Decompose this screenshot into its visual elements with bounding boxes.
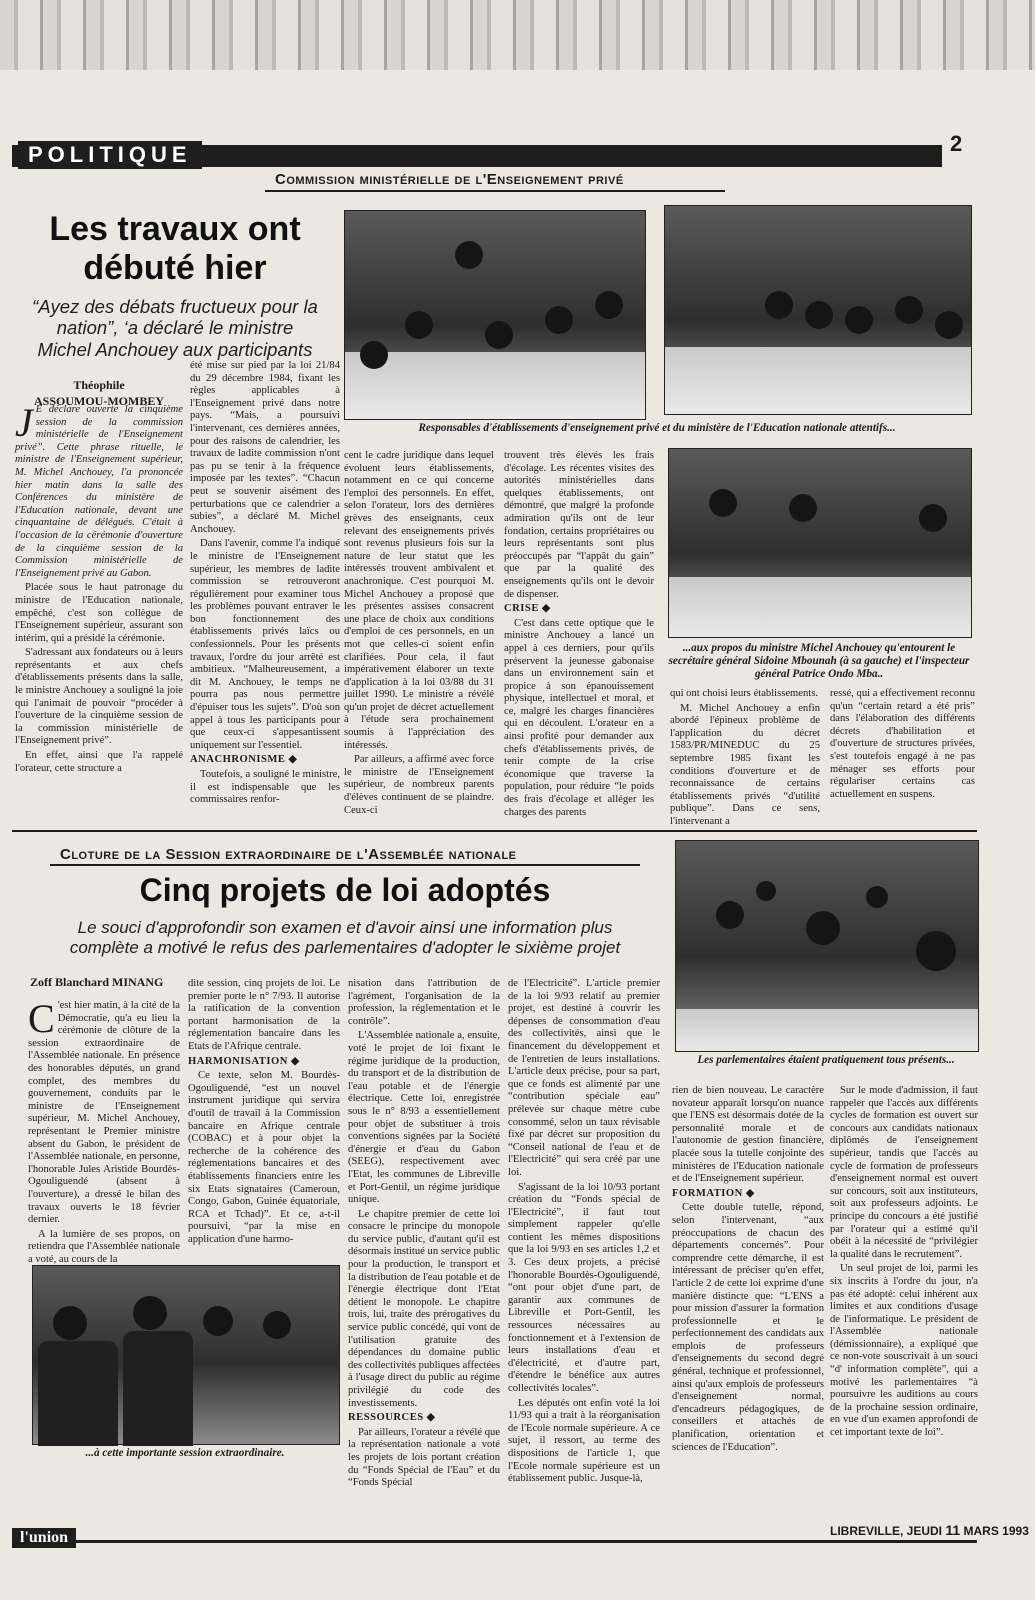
article2-column-1: C 'est hier matin, à la cité de la Démocratie, qu'a eu lieu la cérémonie de clôture de la session extraordinaire de l'Assemblée nationale. En présence des honorables députés, un grand complet, des membres du gouvernement, conduits par le ministre de l'Enseignement supérieur, M. Michel Anchouey, représentant le Premier ministre absent du Gabon, le président de l'Assemblée nationale, en personne, l'honorable Jules Aristide Bourdès-Ogouliguendé (absent à l'ouverture), a dressé le bilan des travaux ouverts le 18 février dernier. A la lumière de ses propos, on retiendra que l'Assemblée nationale a voté, au cours de la [28,996,180,1265]
article1-headline [15,210,335,288]
deck2-line-1: Le souci d'approfondir son examen et d'avoir ainsi une information plus [77,918,613,937]
article-divider [12,830,977,832]
article2-column-4: de l'Electricité”. L'article premier de la loi 9/93 relatif au premier projet, est destiné à couvrir les dépenses de consommation d'eau des collectivités, ainsi que le financement du développement et de l'entretien de leurs installations. L'article deux précise, pour sa part, que ce fonds est alimenté par une “contribution spéciale eau” prélevée sur chaque mètre cube consommé, selon un taux révisable fixé par décret sur proposition du “Conseil national de l'eau et de l'Electricité” qui sera créé par une loi. S'agissant de la loi 10/93 portant création du “Fonds spécial de l'Electricité”, il faut tout simplement rappeler qu'elle contient les mêmes dispositions que la loi 9/93 en ses articles 1,2 et 3. Ces deux projets, a précisé l'honorable Bourdès-Ogouliguendé, “ont pour objet d'une part, de garantir aux communes de Libreville et Port-Gentil, les ressources nécessaires au fonctionnement et à l'extension de leurs installations d'eau et d'électricité, et d'autre part, d'étendre le bénéfice aux autres collectivités locales”. Les députés ont enfin voté la loi 11/93 qui a trait à la réorganisation de l'Ecole normale supérieure. A ce sujet, il ressort, au terme des dispositions de l'article 1, que l'Ecole normale supérieure est un établissement public. Jusque-là, [508,978,660,1485]
section-label: POLITIQUE [18,141,202,169]
article2-caption-top: Les parlementaires étaient pratiquement tous présents... [697,1054,955,1066]
article1-column-2: été mise sur pied par la loi 21/84 du 29 décembre 1984, fixant les règles applicables à l'Enseignement privé dans notre pays. “Mais, a poursuivi l'intervenant, ces dernières années, pour des raisons de calendrier, les travaux de ladite commission n'ont pas pu se tenir à la fréquence imposée par les textes”. “Chacun peut se souvenir aisément des perturbations que ce calendrier a subies”, a déclaré M. Michel Anchouey. Dans l'avenir, comme l'a indiqué le ministre de l'Enseignement supérieur, les membres de ladite commission se retrouveront régulièrement pour examiner tous les problèmes pouvant entraver le bon fonctionnement des établissements privés laïcs ou confessionnels. Pour les présents travaux, l'ordre du jour arrêté est ambitieux. “Malheureusement, a dit M. Anchouey, le temps ne pourra pas nous permettre d'épuiser tous les sujets”. D'où son appel à tous les participants pour que ceux-ci s'appesantissent uniquement sur l'essentiel. ANACHRONISME ◆ Toutefois, a souligné le ministre, il est indispensable que les commissaires renfor- [190,360,340,806]
byline-last: ASSOUMOU-MOMBEY [34,393,164,408]
article2-column-3: nisation dans l'attribution de l'agrément, l'organisation de la profession, la réglementation et le contrôle”. L'Assemblée nationale a, ensuite, voté le projet de loi fixant le régime juridique de la production, du transport et de la distribution de l'eau potable et de l'énergie électrique. Cette loi, enregistrée sous le n° 8/93 a essentiellement pour objet de substituer à trois conventions signées par la Société d'énergie et d'eau du Gabon (SEEG), respectivement avec l'Etat, les communes de Libreville et Port-Gentil, un régime juridique unique. Le chapitre premier de cette loi consacre le principe du monopole du service public, d'autant qu'il est désormais institué un service public pour la production, le transport et la distribution de l'eau potable et de l'énergie électrique dont l'Etat détient le monopole. Le chapitre trois, lui, traite des prérogatives du service public concédé, qui vont de l'utilisation gratuite des dépendances du domaine public des collectivités publiques affectées à l'usage direct du public au régime privilégié du code des investissements. RESSOURCES ◆ Par ailleurs, l'orateur a révélé que la représentation nationale a voté les projets de lois portant création du “Fonds Spécial de l'Eau” et du “Fonds Spécial [348,978,500,1489]
headline-line-1: Les travaux ont [49,210,301,248]
dropcap: C [28,996,55,1041]
footer-rule [12,1540,977,1543]
article2-headline: Cinq projets de loi adoptés [139,872,551,908]
deck-line-2: nation”, ‘a déclaré le ministre [56,317,294,339]
article1-column-3: cent le cadre juridique dans lequel évoluent leurs établissements, notamment en ce qui concerne l'emploi des personnels. En effet, selon l'orateur, lors des dernières grèves des enseignants, ceux relevant des enseignements privés sont revenus plusieurs fois sur la nature de leur statut que les intéressés trouvent ambivalent et anachronique. C'est pourquoi M. Michel Anchouey a proposé que les présentes assises consacrent une place de choix aux conditions d'emploi de ces personnels, en un mot que celles-ci soient enfin clarifiées. Pour cela, il faut impérativement élaborer un texte d'application à la loi 03/88 du 31 juillet 1990. Le ministre a révélé qu'un projet de décret actuellement à l'étude sera prochainement soumis à l'appréciation des intéressés. Par ailleurs, a affirmé avec force le ministre de l'Enseignement supérieur, de nombreux parents d'élèves continuent de se plaindre. Ceux-ci [344,450,494,816]
article1-caption-right: ...aux propos du ministre Michel Anchouey qu'entourent le secrétaire général Sidoine Mbounah (à sa gauche) et l'inspecteur général Patrice Ondo Mba.. [668,642,970,680]
article2-column-2: dite session, cinq projets de loi. Le premier porte le n° 7/93. Il autorise la ratification de la convention portant harmonisation de la réglementation bancaire dans les Etats de l'Afrique centrale. HARMONISATION ◆ Ce texte, selon M. Bourdès-Ogouliguendé, “est un nouvel instrument juridique qui servira d'outil de travail à la Commission bancaire en Afrique centrale (COBAC) et à pour objet la recherche de la cohérence des réglementations bancaires et des établissements financiers entre les six Etats signataires (Cameroun, Congo, Gabon, Guinée équatoriale, RCA et Tchad)”. Et ce, a-t-il poursuivi, “par la mise en application d'une harmo- [188,978,340,1245]
page-number: 2 [950,131,963,156]
article1-deck [15,296,335,360]
photo-parliament [675,840,979,1052]
photo-session [32,1265,340,1445]
article2-column-5: rien de bien nouveau. Le caractère novateur apparaît lorsqu'on nuance que l'ENS est désormais dotée de la personnalité morale et de l'autonomie de gestion financière, placée sous la tutelle conjointe des ministères de l'Education nationale et de l'Enseignement supérieur. FORMATION ◆ Cette double tutelle, répond, selon l'intervenant, “aux préoccupations de chacun des départements concernés”. Pour comprendre cette démarche, il est intéressant de préciser qu'en effet, l'article 2 de cette loi exprime d'une manière distincte que: “L'ENS a pour mission d'assurer la formation professionnelle et le perfectionnement des candidats aux emplois de professeurs d'enseignements du second degré général, technique et professionnel, ainsi qu'aux emplois de professeurs d'enseignement normal, d'encadreurs pédagogiques, de conseillers et attachés de planification, orientation et sciences de l'Education”. [672,1085,824,1453]
photo-minister [668,448,972,638]
article1-caption-top: Responsables d'établissements d'enseignement privé et du ministère de l'Education nationale attentifs... [418,422,896,434]
article1-column-6: ressé, qui a effectivement reconnu qu'un “certain retard a été pris” dans l'élaboration des différents décrets d'habilitation et d'ouverture de structures privées, s'est toutefois engagé à ne pas ménager ses efforts pour régulariser certains cas actuellement en suspens. [830,688,975,800]
article1-column-4: trouvent très élevés les frais d'écolage. Les récentes visites des autorités ministérielles dans quelques établissements, ont démontré, que malgré la profonde admiration qu'ils ont de leur fondation, certains propriétaires ou leurs représentants sont plus préoccupés par “l'appât du gain” que par la qualité des enseignements qu'ils ont le devoir de dispenser. CRISE ◆ C'est dans cette optique que le ministre Anchouey a lancé un appel à ces derniers, pour qu'ils préservent la jeunesse gabonaise dans un environnement sain et propice à son épanouissement physique, intellectuel et moral, et ce, malgré les charges financières qui en découlent. L'orateur en a ainsi profité pour demander aux chefs d'établissements privés, de tenir compte de la crise économique que traverse la population, pour réduire “le poids des frais d'écolage et alléger les charges des parents [504,450,654,818]
newspaper-logo: l'union [12,1528,76,1548]
kicker-rule [265,190,725,192]
kicker2-rule [50,864,640,866]
article1-column-5: qui ont choisi leurs établissements. M. Michel Anchouey a enfin abordé l'épineux problème de l'application du décret 1583/PR/MINEDUC du 25 septembre 1985 fixant les conditions d'ouverture et de reconnaissance de certains établissements privés “d'utilité publique”. Dans ce sens, l'intervenant a [670,688,820,827]
photo-delegates-left [344,210,646,420]
byline-first: Théophile [73,378,125,392]
scan-top-strip [0,0,1035,78]
footer-date: LIBREVILLE, JEUDI 11 MARS 1993 [830,1522,1029,1538]
photo-delegates-right [664,205,972,415]
deck-line-1: “Ayez des débats fructueux pour la [32,296,318,317]
dropcap: J [15,400,33,445]
deck2-line-2: complète a motivé le refus des parlementaires d'adopter le sixième projet [69,937,621,957]
headline-line-2: débuté hier [83,249,267,288]
article1-kicker: Commission ministérielle de l'Enseignement privé [275,171,624,188]
deck-line-3: Michel Anchouey aux participants [37,338,313,360]
article2-column-6: Sur le mode d'admission, il faut rappeler que l'accès aux différents cycles de formation est ouvert sur concours aux candidats nationaux diplômés de l'enseignement supérieur, tandis que l'accès au cycle de formation de professeurs d'enseignement normal est ouvert sur concours, soit aux instituteurs, soit aux professeurs adjoints. Le principe du concours a été justifié par l'orateur qui a estimé qu'il obéit à la nécessité de “privilégier la qualité dans le recrutement”. Un seul projet de loi, parmi les six inscrits à l'ordre du jour, n'a pas été adopté: celui inhérent aux limites et aux conditions d'usage de l'informatique. Le président de l'Assemblée nationale (démissionnaire), a expliqué que ce non-vote souscrivait à un souci “d' information complète”, qui a motivé les parlementaires “à poursuivre les auditions au cours de la prochaine session ordinaire, en vue d'un examen approfondi de cet important texte de loi”. [830,1085,978,1439]
article2-kicker: Cloture de la Session extraordinaire de l'Assemblée nationale [60,846,517,863]
article1-column-1: J E déclare ouverte la cinquième session de la commission ministérielle de l'Enseignement privé”. Cette phrase rituelle, le ministre de l'Enseignement supérieur, M. Michel Anchouey, l'a prononcée hier matin dans la salle des Conférences du ministère de l'Education nationale, devant une cinquantaine de délégués. C'était à l'occasion de la cérémonie d'ouverture de la cinquième session de la Commission ministérielle de l'Enseignement privé au Gabon. Placée sous le haut patronage du ministre de l'Education nationale, empêché, c'est son collègue de l'Enseignement supérieur, assurant son intérim, qui a présidé la cérémonie. S'adressant aux fondateurs ou à leurs représentants et aux chefs d'établissements présents dans la salle, le ministre Anchouey a souligné la joie qui l'animait de pouvoir “procéder à l'ouverture de la cinquième session de la commission ministérielle de l'Enseignement privé”. En effet, ainsi que l'a rappelé l'orateur, cette structure a [15,400,183,774]
article2-byline: Zoff Blanchard MINANG [30,975,164,989]
article2-caption-bottom: ...à cette importante session extraordinaire. [85,1447,285,1459]
article2-deck [20,918,670,957]
